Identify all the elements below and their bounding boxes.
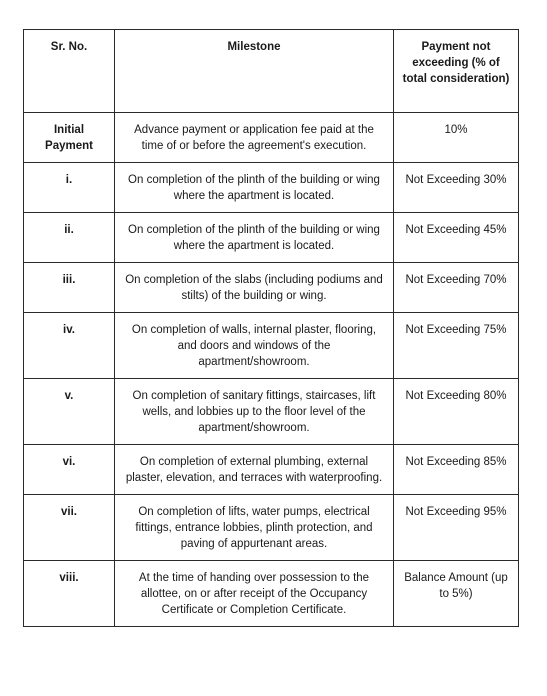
row-sr-no: Initial Payment: [24, 113, 115, 163]
table-row: [24, 379, 519, 445]
row-milestone: On completion of sanitary fittings, staircases, lift wells, and lobbies up to the floor level of the apartment/showroom.: [115, 379, 394, 445]
row-sr-no: iv.: [24, 313, 115, 379]
table-row: [24, 561, 519, 627]
row-payment: Not Exceeding 75%: [394, 313, 519, 379]
row-sr-no: vi.: [24, 445, 115, 495]
row-payment: Balance Amount (up to 5%): [394, 561, 519, 627]
header-milestone: Milestone: [115, 30, 394, 113]
table-row: [24, 213, 519, 263]
table-row: [24, 445, 519, 495]
row-payment: Not Exceeding 85%: [394, 445, 519, 495]
header-sr-no: Sr. No.: [24, 30, 115, 113]
row-milestone: On completion of the slabs (including podiums and stilts) of the building or wing.: [115, 263, 394, 313]
row-sr-no: iii.: [24, 263, 115, 313]
row-payment: Not Exceeding 30%: [394, 163, 519, 213]
row-sr-no: ii.: [24, 213, 115, 263]
row-milestone: On completion of the plinth of the building or wing where the apartment is located.: [115, 163, 394, 213]
row-milestone: On completion of the plinth of the building or wing where the apartment is located.: [115, 213, 394, 263]
table-row: [24, 495, 519, 561]
table-row: [24, 263, 519, 313]
row-milestone: At the time of handing over possession to the allottee, on or after receipt of the Occupancy Certificate or Completion Certificate.: [115, 561, 394, 627]
row-payment: 10%: [394, 113, 519, 163]
row-sr-no: i.: [24, 163, 115, 213]
row-sr-no: vii.: [24, 495, 115, 561]
row-milestone: On completion of walls, internal plaster, flooring, and doors and windows of the apartment/showroom.: [115, 313, 394, 379]
row-sr-no: v.: [24, 379, 115, 445]
row-milestone: On completion of external plumbing, external plaster, elevation, and terraces with waterproofing.: [115, 445, 394, 495]
row-payment: Not Exceeding 45%: [394, 213, 519, 263]
header-payment: Payment not exceeding (% of total consideration): [394, 30, 519, 113]
row-payment: Not Exceeding 95%: [394, 495, 519, 561]
table-row: [24, 163, 519, 213]
row-payment: Not Exceeding 80%: [394, 379, 519, 445]
table-row: [24, 113, 519, 163]
table-header-row: [24, 30, 519, 113]
table-row: [24, 313, 519, 379]
row-payment: Not Exceeding 70%: [394, 263, 519, 313]
row-milestone: On completion of lifts, water pumps, electrical fittings, entrance lobbies, plinth protection, and paving of appurtenant areas.: [115, 495, 394, 561]
row-milestone: Advance payment or application fee paid at the time of or before the agreement's execution.: [115, 113, 394, 163]
row-sr-no: viii.: [24, 561, 115, 627]
payment-schedule-table: [23, 29, 519, 627]
